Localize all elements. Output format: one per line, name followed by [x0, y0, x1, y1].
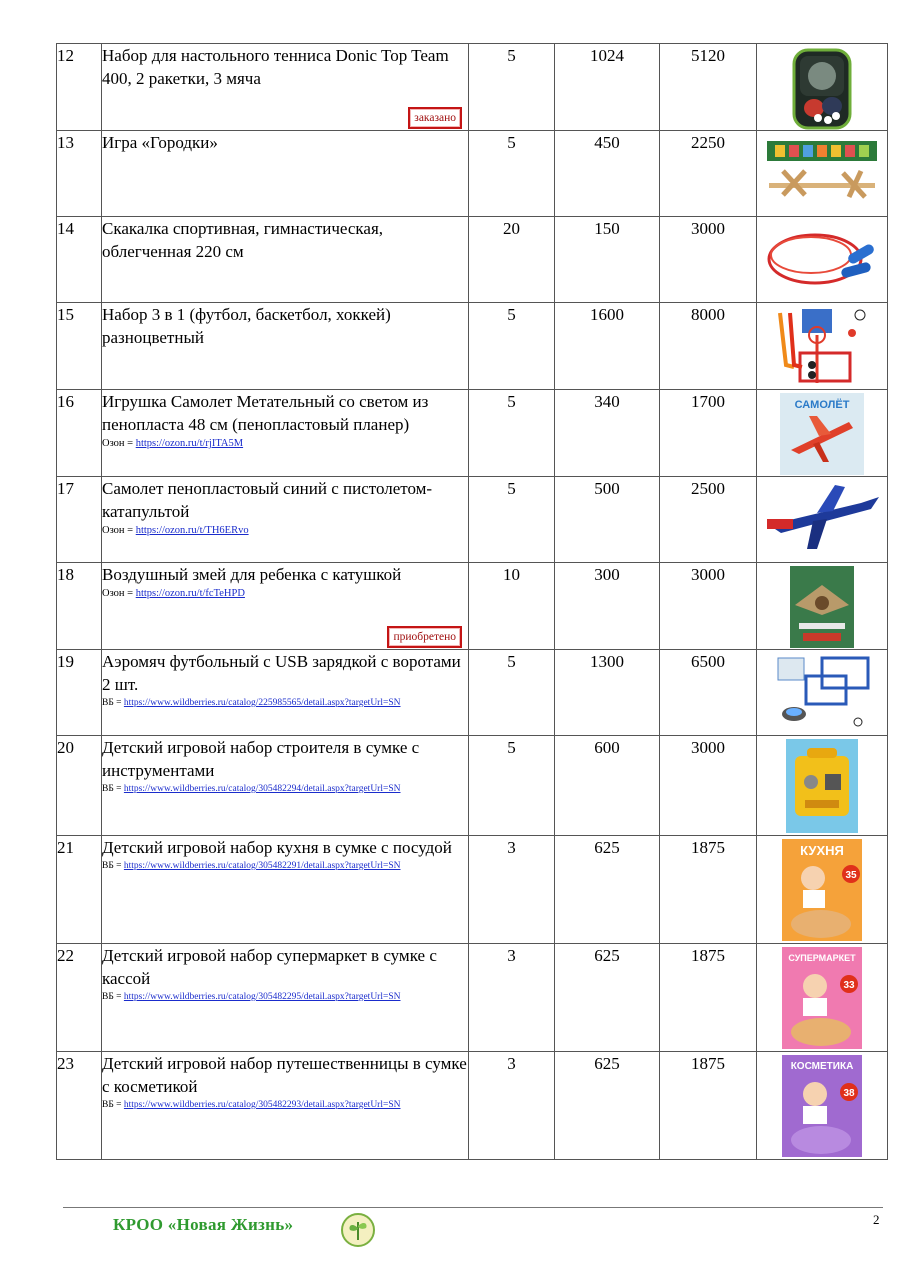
- product-description: [102, 736, 469, 836]
- kitchen-set-image: [781, 838, 863, 942]
- cosmetics-set-label: КОСМЕТИКА: [790, 1061, 854, 1072]
- product-title: Игрушка Самолет Метательный со светом из пенопласта 48 см (пенопластовый планер): [102, 392, 429, 434]
- wb-link-line: [102, 860, 468, 873]
- table-tennis-set-image: [792, 46, 852, 130]
- product-description: [102, 563, 469, 650]
- price-cell: 1024: [555, 44, 660, 131]
- product-image-cell: [757, 1052, 888, 1160]
- price-cell: 450: [555, 131, 660, 217]
- product-title: Игра «Городки»: [102, 133, 218, 152]
- product-description: [102, 1052, 469, 1160]
- product-title: Детский игровой набор супермаркет в сумке с кассой: [102, 946, 437, 988]
- price-cell: 500: [555, 477, 660, 563]
- quantity-cell: 5: [469, 44, 555, 131]
- price-cell: 1600: [555, 303, 660, 390]
- table-row: [57, 131, 888, 217]
- product-description: [102, 44, 469, 131]
- product-title: Набор для настольного тенниса Donic Top Team 400, 2 ракетки, 3 мяча: [102, 46, 449, 88]
- blue-plane-launcher-image: [761, 479, 883, 555]
- wildberries-link[interactable]: https://www.wildberries.ru/catalog/305482294/detail.aspx?targetUrl=SN: [123, 784, 401, 794]
- product-description: [102, 836, 469, 944]
- supermarket-set-badge: 33: [843, 980, 855, 991]
- status-stamp: приобретено: [387, 626, 462, 648]
- product-image-cell: [757, 836, 888, 944]
- product-title: Детский игровой набор строителя в сумке с инструментами: [102, 738, 420, 780]
- link-prefix: Озон =: [102, 438, 136, 449]
- price-cell: 1300: [555, 650, 660, 736]
- table-row: [57, 303, 888, 390]
- row-number: 18: [57, 563, 102, 650]
- product-image-cell: [757, 131, 888, 217]
- wb-link-line: [102, 991, 468, 1004]
- supermarket-set-label: СУПЕРМАРКЕТ: [788, 953, 856, 963]
- product-description: [102, 944, 469, 1052]
- table-row: [57, 390, 888, 477]
- row-number: 16: [57, 390, 102, 477]
- row-number: 21: [57, 836, 102, 944]
- jump-rope-image: [763, 219, 881, 295]
- link-prefix: ВБ =: [102, 784, 124, 794]
- foam-plane-box-label: САМОЛЁТ: [794, 399, 850, 411]
- ozon-link-line: [102, 437, 468, 450]
- product-description: [102, 650, 469, 736]
- product-description: [102, 303, 469, 390]
- table-row: [57, 477, 888, 563]
- product-image-cell: [757, 303, 888, 390]
- table-row: [57, 563, 888, 650]
- quantity-cell: 5: [469, 131, 555, 217]
- quantity-cell: 5: [469, 650, 555, 736]
- table-row: [57, 944, 888, 1052]
- foam-plane-box-image: [779, 392, 865, 476]
- price-cell: 150: [555, 217, 660, 303]
- quantity-cell: 3: [469, 1052, 555, 1160]
- link-prefix: Озон =: [102, 525, 136, 536]
- quantity-cell: 10: [469, 563, 555, 650]
- status-stamp: заказано: [408, 107, 462, 129]
- kitchen-set-badge: 35: [845, 870, 857, 881]
- gorodki-game-image: [765, 133, 879, 203]
- price-cell: 625: [555, 836, 660, 944]
- product-title: Детский игровой набор кухня в сумке с посудой: [102, 838, 452, 857]
- wildberries-link[interactable]: https://www.wildberries.ru/catalog/305482293/detail.aspx?targetUrl=SN: [123, 1100, 401, 1110]
- table-row: [57, 650, 888, 736]
- product-image-cell: [757, 650, 888, 736]
- sum-cell: 1700: [660, 390, 757, 477]
- wildberries-link[interactable]: https://www.wildberries.ru/catalog/305482291/detail.aspx?targetUrl=SN: [123, 861, 401, 871]
- table-row: [57, 836, 888, 944]
- price-cell: 625: [555, 944, 660, 1052]
- wb-link-line: [102, 1099, 468, 1112]
- product-title: Аэромяч футбольный с USB зарядкой с воротами 2 шт.: [102, 652, 461, 694]
- link-prefix: ВБ =: [102, 992, 124, 1002]
- link-prefix: ВБ =: [102, 698, 124, 708]
- wb-link-line: [102, 697, 468, 710]
- wb-link-line: [102, 783, 468, 796]
- kite-pack-image: [789, 565, 855, 649]
- organization-name: КРОО «Новая Жизнь»: [113, 1215, 294, 1234]
- supermarket-set-image: [781, 946, 863, 1050]
- product-image-cell: [757, 944, 888, 1052]
- link-prefix: ВБ =: [102, 1100, 124, 1110]
- table-row: [57, 736, 888, 836]
- sum-cell: 2250: [660, 131, 757, 217]
- quantity-cell: 5: [469, 303, 555, 390]
- cosmetics-set-badge: 38: [843, 1088, 855, 1099]
- sum-cell: 1875: [660, 944, 757, 1052]
- quantity-cell: 3: [469, 836, 555, 944]
- items-table: [56, 43, 888, 1160]
- sum-cell: 5120: [660, 44, 757, 131]
- quantity-cell: 20: [469, 217, 555, 303]
- product-title: Скакалка спортивная, гимнастическая, облегченная 220 см: [102, 219, 384, 261]
- product-title: Самолет пенопластовый синий с пистолетом-катапультой: [102, 479, 433, 521]
- ozon-link[interactable]: https://ozon.ru/t/fcTeHPD: [135, 588, 245, 599]
- air-ball-goals-image: [770, 652, 874, 732]
- link-prefix: ВБ =: [102, 861, 124, 871]
- kitchen-set-label: КУХНЯ: [800, 843, 844, 858]
- price-cell: 600: [555, 736, 660, 836]
- row-number: 14: [57, 217, 102, 303]
- quantity-cell: 5: [469, 390, 555, 477]
- quantity-cell: 5: [469, 477, 555, 563]
- wildberries-link[interactable]: https://www.wildberries.ru/catalog/225985565/detail.aspx?targetUrl=SN: [123, 698, 401, 708]
- sports-set-image: [772, 305, 872, 387]
- sum-cell: 6500: [660, 650, 757, 736]
- product-image-cell: [757, 390, 888, 477]
- quantity-cell: 5: [469, 736, 555, 836]
- row-number: 17: [57, 477, 102, 563]
- sum-cell: 3000: [660, 736, 757, 836]
- product-title: Детский игровой набор путешественницы в сумке с косметикой: [102, 1054, 467, 1096]
- ozon-link-line: [102, 524, 468, 537]
- link-prefix: Озон =: [102, 588, 136, 599]
- product-image-cell: [757, 217, 888, 303]
- wildberries-link[interactable]: https://www.wildberries.ru/catalog/305482295/detail.aspx?targetUrl=SN: [123, 992, 401, 1002]
- price-cell: 625: [555, 1052, 660, 1160]
- product-image-cell: [757, 736, 888, 836]
- price-cell: 300: [555, 563, 660, 650]
- product-description: [102, 477, 469, 563]
- product-description: [102, 390, 469, 477]
- row-number: 13: [57, 131, 102, 217]
- row-number: 22: [57, 944, 102, 1052]
- row-number: 15: [57, 303, 102, 390]
- ozon-link[interactable]: https://ozon.ru/t/rjITA5M: [135, 438, 244, 449]
- product-description: [102, 217, 469, 303]
- product-title: Набор 3 в 1 (футбол, баскетбол, хоккей) разноцветный: [102, 305, 391, 347]
- builder-set-image: [785, 738, 859, 834]
- quantity-cell: 3: [469, 944, 555, 1052]
- page-number: 2: [873, 1212, 880, 1227]
- table-row: [57, 1052, 888, 1160]
- sum-cell: 8000: [660, 303, 757, 390]
- sum-cell: 3000: [660, 217, 757, 303]
- ozon-link-line: [102, 587, 468, 600]
- price-cell: 340: [555, 390, 660, 477]
- sum-cell: 1875: [660, 1052, 757, 1160]
- cosmetics-set-image: [781, 1054, 863, 1158]
- sum-cell: 2500: [660, 477, 757, 563]
- row-number: 19: [57, 650, 102, 736]
- product-description: [102, 131, 469, 217]
- row-number: 12: [57, 44, 102, 131]
- organization-logo-icon: [340, 1212, 376, 1248]
- row-number: 23: [57, 1052, 102, 1160]
- product-image-cell: [757, 44, 888, 131]
- row-number: 20: [57, 736, 102, 836]
- ozon-link[interactable]: https://ozon.ru/t/TH6ERvo: [135, 525, 249, 536]
- table-row: [57, 217, 888, 303]
- sum-cell: 3000: [660, 563, 757, 650]
- product-title: Воздушный змей для ребенка с катушкой: [102, 565, 402, 584]
- product-image-cell: [757, 477, 888, 563]
- table-row: [57, 44, 888, 131]
- product-image-cell: [757, 563, 888, 650]
- footer-divider: [63, 1207, 883, 1208]
- sum-cell: 1875: [660, 836, 757, 944]
